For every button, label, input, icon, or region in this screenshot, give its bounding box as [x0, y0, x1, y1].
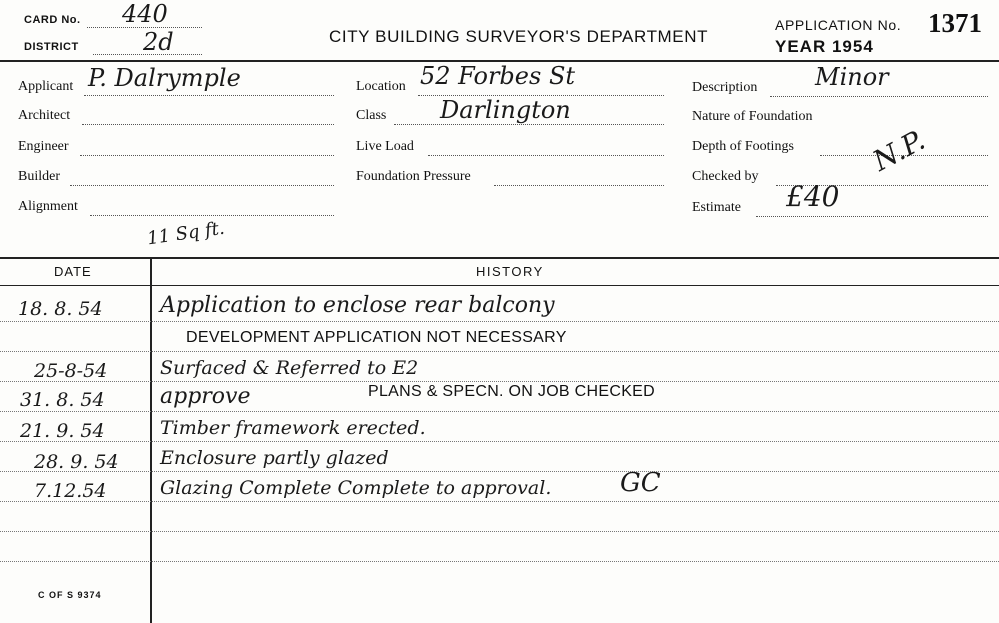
- application-no-label: APPLICATION No.: [775, 17, 902, 33]
- alignment-label: Alignment: [18, 199, 78, 214]
- history-entry: Glazing Complete Complete to approval.: [160, 477, 552, 499]
- nature-of-foundation-label: Nature of Foundation: [692, 109, 813, 124]
- history-entry: approve: [160, 384, 251, 409]
- history-entry: Application to enclose rear balcony: [160, 293, 555, 318]
- estimate-label: Estimate: [692, 200, 741, 215]
- history-header: HISTORY: [476, 264, 544, 279]
- description-label: Description: [692, 80, 758, 95]
- applicant-line: [84, 95, 334, 96]
- history-date: 28. 9. 54: [34, 451, 119, 473]
- description-value: Minor: [815, 63, 889, 91]
- builder-label: Builder: [18, 169, 60, 184]
- district-label: DISTRICT: [24, 41, 79, 53]
- history-date: 18. 8. 54: [18, 298, 103, 320]
- row-rule: [0, 381, 999, 382]
- alignment-line: [90, 215, 334, 216]
- history-date: 25-8-54: [34, 360, 108, 382]
- row-rule: [0, 411, 999, 412]
- history-entry: Timber framework erected.: [160, 417, 426, 439]
- engineer-label: Engineer: [18, 139, 69, 154]
- row-rule: [0, 561, 999, 562]
- description-line: [770, 96, 988, 97]
- history-date: 7.12.54: [34, 480, 107, 502]
- department-title: CITY BUILDING SURVEYOR'S DEPARTMENT: [329, 27, 709, 46]
- form-code: C OF S 9374: [38, 590, 102, 600]
- plans-checked-stamp: PLANS & SPECN. ON JOB CHECKED: [368, 383, 655, 400]
- district-value: 2d: [143, 28, 174, 56]
- row-rule: [0, 351, 999, 352]
- applicant-value: P. Dalrymple: [88, 64, 241, 92]
- live-load-label: Live Load: [356, 139, 414, 154]
- row-rule: [0, 471, 999, 472]
- development-stamp: DEVELOPMENT APPLICATION NOT NECESSARY: [186, 329, 567, 346]
- row-rule: [0, 531, 999, 532]
- applicant-label: Applicant: [18, 79, 74, 94]
- history-header-divider: [0, 285, 999, 286]
- history-entry: Enclosure partly glazed: [160, 447, 389, 469]
- location-label: Location: [356, 79, 406, 94]
- history-date: 21. 9. 54: [20, 420, 105, 442]
- row-rule: [0, 441, 999, 442]
- card-no-value: 440: [122, 0, 168, 28]
- date-header: DATE: [54, 264, 92, 279]
- class-value: Darlington: [440, 96, 571, 124]
- row-rule: [0, 501, 999, 502]
- engineer-line: [80, 155, 334, 156]
- estimate-line: [756, 216, 988, 217]
- year-label: YEAR 1954: [775, 37, 874, 56]
- estimate-value: £40: [786, 180, 840, 213]
- location-value: 52 Forbes St: [420, 62, 576, 90]
- depth-of-footings-label: Depth of Footings: [692, 139, 794, 154]
- architect-label: Architect: [18, 108, 71, 123]
- row-rule: [0, 321, 999, 322]
- area-note: 11 Sq ft.: [145, 217, 226, 250]
- live-load-line: [428, 155, 664, 156]
- card-no-label: CARD No.: [24, 14, 81, 26]
- history-initials: GC: [620, 468, 661, 498]
- checked-by-label: Checked by: [692, 169, 759, 184]
- class-line: [394, 124, 664, 125]
- checked-by-value: N.P.: [867, 123, 931, 178]
- foundation-pressure-label: Foundation Pressure: [356, 169, 471, 184]
- class-label: Class: [356, 108, 387, 123]
- application-no-value: 1371: [928, 8, 982, 38]
- builder-line: [70, 185, 334, 186]
- history-date: 31. 8. 54: [20, 389, 105, 411]
- architect-line: [82, 124, 334, 125]
- foundation-pressure-line: [494, 185, 664, 186]
- history-entry: Surfaced & Referred to E2: [160, 357, 419, 379]
